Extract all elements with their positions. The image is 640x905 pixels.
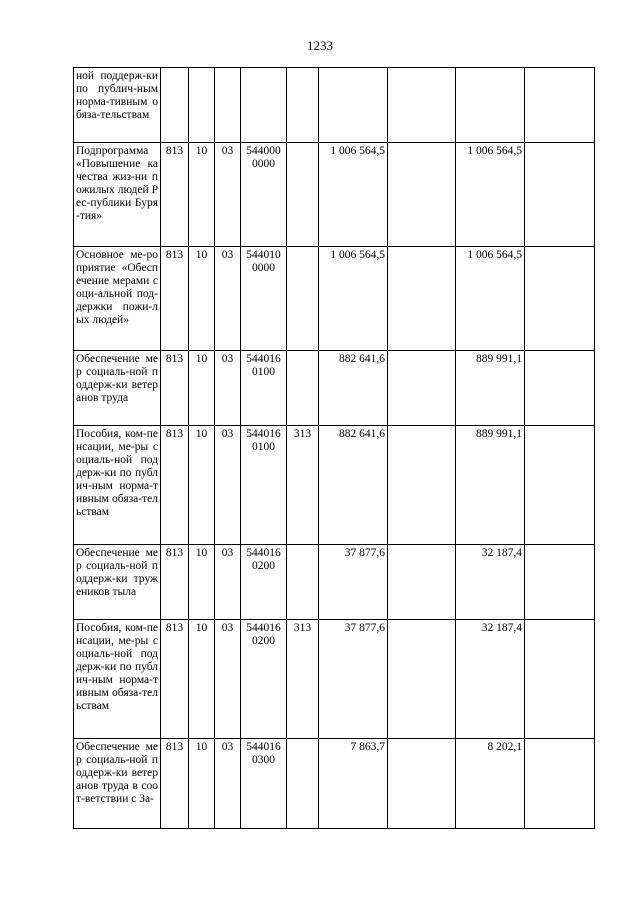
row-name: Обеспечение мер социаль-ной поддерж-ки ветеранов труда в соот-ветствии с За- — [74, 739, 161, 829]
row-subsection — [215, 68, 241, 143]
row-expense-type — [287, 545, 319, 620]
row-amount-1: 7 863,7 — [319, 739, 388, 829]
row-target-article-part1: 544000 — [246, 145, 281, 157]
row-target-article-part1: 544016 — [246, 428, 281, 440]
table-row — [74, 143, 595, 247]
row-amount-2 — [456, 68, 525, 143]
row-empty-2 — [525, 426, 595, 545]
row-amount-1: 882 641,6 — [319, 426, 388, 545]
row-subsection: 03 — [215, 620, 241, 739]
row-gr-code: 813 — [161, 620, 189, 739]
row-expense-type — [287, 68, 319, 143]
row-target-article-part2: 0100 — [252, 366, 275, 378]
page-number: 1233 — [307, 38, 333, 53]
row-subsection: 03 — [215, 545, 241, 620]
row-expense-type: 313 — [287, 620, 319, 739]
row-subsection: 03 — [215, 739, 241, 829]
row-amount-2: 32 187,4 — [456, 545, 525, 620]
row-empty-1 — [388, 143, 456, 247]
table-row — [74, 426, 595, 545]
row-subsection: 03 — [215, 247, 241, 351]
budget-table — [73, 67, 595, 829]
row-section: 10 — [189, 351, 215, 426]
row-expense-type — [287, 739, 319, 829]
row-amount-2: 1 006 564,5 — [456, 247, 525, 351]
table-row — [74, 68, 595, 143]
row-target-article — [241, 620, 287, 739]
row-target-article-part2: 0100 — [252, 441, 275, 453]
row-expense-type: 313 — [287, 426, 319, 545]
row-section: 10 — [189, 143, 215, 247]
row-target-article-part2: 0200 — [252, 560, 275, 572]
table-row — [74, 739, 595, 829]
row-name: Обеспечение мер социаль-ной поддерж-ки тружеников тыла — [74, 545, 161, 620]
row-amount-2: 8 202,1 — [456, 739, 525, 829]
row-target-article-part1: 544016 — [246, 547, 281, 559]
row-gr-code: 813 — [161, 143, 189, 247]
row-empty-2 — [525, 143, 595, 247]
row-target-article — [241, 247, 287, 351]
row-empty-2 — [525, 247, 595, 351]
row-gr-code: 813 — [161, 739, 189, 829]
row-amount-1: 1 006 564,5 — [319, 143, 388, 247]
row-section: 10 — [189, 426, 215, 545]
row-empty-2 — [525, 545, 595, 620]
row-section: 10 — [189, 620, 215, 739]
row-amount-2: 889 991,1 — [456, 426, 525, 545]
row-amount-2: 32 187,4 — [456, 620, 525, 739]
row-empty-2 — [525, 351, 595, 426]
row-name: Пособия, ком-пенсации, ме-ры социаль-ной поддерж-ки по публич-ным норма-тивным обяза-тельствам — [74, 620, 161, 739]
row-amount-1: 37 877,6 — [319, 620, 388, 739]
row-subsection: 03 — [215, 143, 241, 247]
row-section: 10 — [189, 739, 215, 829]
row-expense-type — [287, 247, 319, 351]
row-name: Пособия, ком-пенсации, ме-ры социаль-ной поддерж-ки по публич-ным норма-тивным обяза-тельствам — [74, 426, 161, 545]
row-name: ной поддерж-ки по публич-ным норма-тивным обяза-тельствам — [74, 68, 161, 143]
row-empty-2 — [525, 739, 595, 829]
row-target-article — [241, 68, 287, 143]
row-target-article — [241, 545, 287, 620]
row-amount-2: 1 006 564,5 — [456, 143, 525, 247]
row-target-article-part2: 0200 — [252, 635, 275, 647]
row-gr-code: 813 — [161, 247, 189, 351]
row-subsection: 03 — [215, 426, 241, 545]
row-name: Обеспечение мер социаль-ной поддерж-ки ветеранов труда — [74, 351, 161, 426]
row-empty-1 — [388, 620, 456, 739]
row-empty-1 — [388, 68, 456, 143]
row-gr-code: 813 — [161, 351, 189, 426]
row-name: Основное ме-роприятие «Обеспечение мерами соци-альной под-держки пожи-лых людей» — [74, 247, 161, 351]
row-target-article-part2: 0000 — [252, 158, 275, 170]
row-target-article — [241, 426, 287, 545]
row-empty-1 — [388, 426, 456, 545]
row-target-article-part2: 0000 — [252, 262, 275, 274]
row-amount-1: 1 006 564,5 — [319, 247, 388, 351]
row-empty-1 — [388, 739, 456, 829]
row-section: 10 — [189, 545, 215, 620]
row-empty-1 — [388, 247, 456, 351]
row-target-article-part2: 0300 — [252, 754, 275, 766]
row-gr-code: 813 — [161, 545, 189, 620]
row-empty-2 — [525, 68, 595, 143]
row-target-article-part1: 544016 — [246, 622, 281, 634]
row-target-article-part1: 544010 — [246, 249, 281, 261]
row-section: 10 — [189, 247, 215, 351]
table-row — [74, 545, 595, 620]
row-expense-type — [287, 351, 319, 426]
row-target-article — [241, 351, 287, 426]
row-target-article — [241, 143, 287, 247]
table-row — [74, 620, 595, 739]
row-subsection: 03 — [215, 351, 241, 426]
row-section — [189, 68, 215, 143]
row-amount-2: 889 991,1 — [456, 351, 525, 426]
table-row — [74, 351, 595, 426]
row-expense-type — [287, 143, 319, 247]
row-target-article-part1: 544016 — [246, 353, 281, 365]
table-row — [74, 247, 595, 351]
row-amount-1 — [319, 68, 388, 143]
row-gr-code: 813 — [161, 426, 189, 545]
row-empty-1 — [388, 351, 456, 426]
row-target-article-part1: 544016 — [246, 741, 281, 753]
row-target-article — [241, 739, 287, 829]
row-empty-1 — [388, 545, 456, 620]
row-amount-1: 882 641,6 — [319, 351, 388, 426]
row-gr-code — [161, 68, 189, 143]
row-amount-1: 37 877,6 — [319, 545, 388, 620]
row-empty-2 — [525, 620, 595, 739]
row-name: Подпрограмма «Повышение качества жиз-ни пожилых людей Рес-публики Буря-тия» — [74, 143, 161, 247]
